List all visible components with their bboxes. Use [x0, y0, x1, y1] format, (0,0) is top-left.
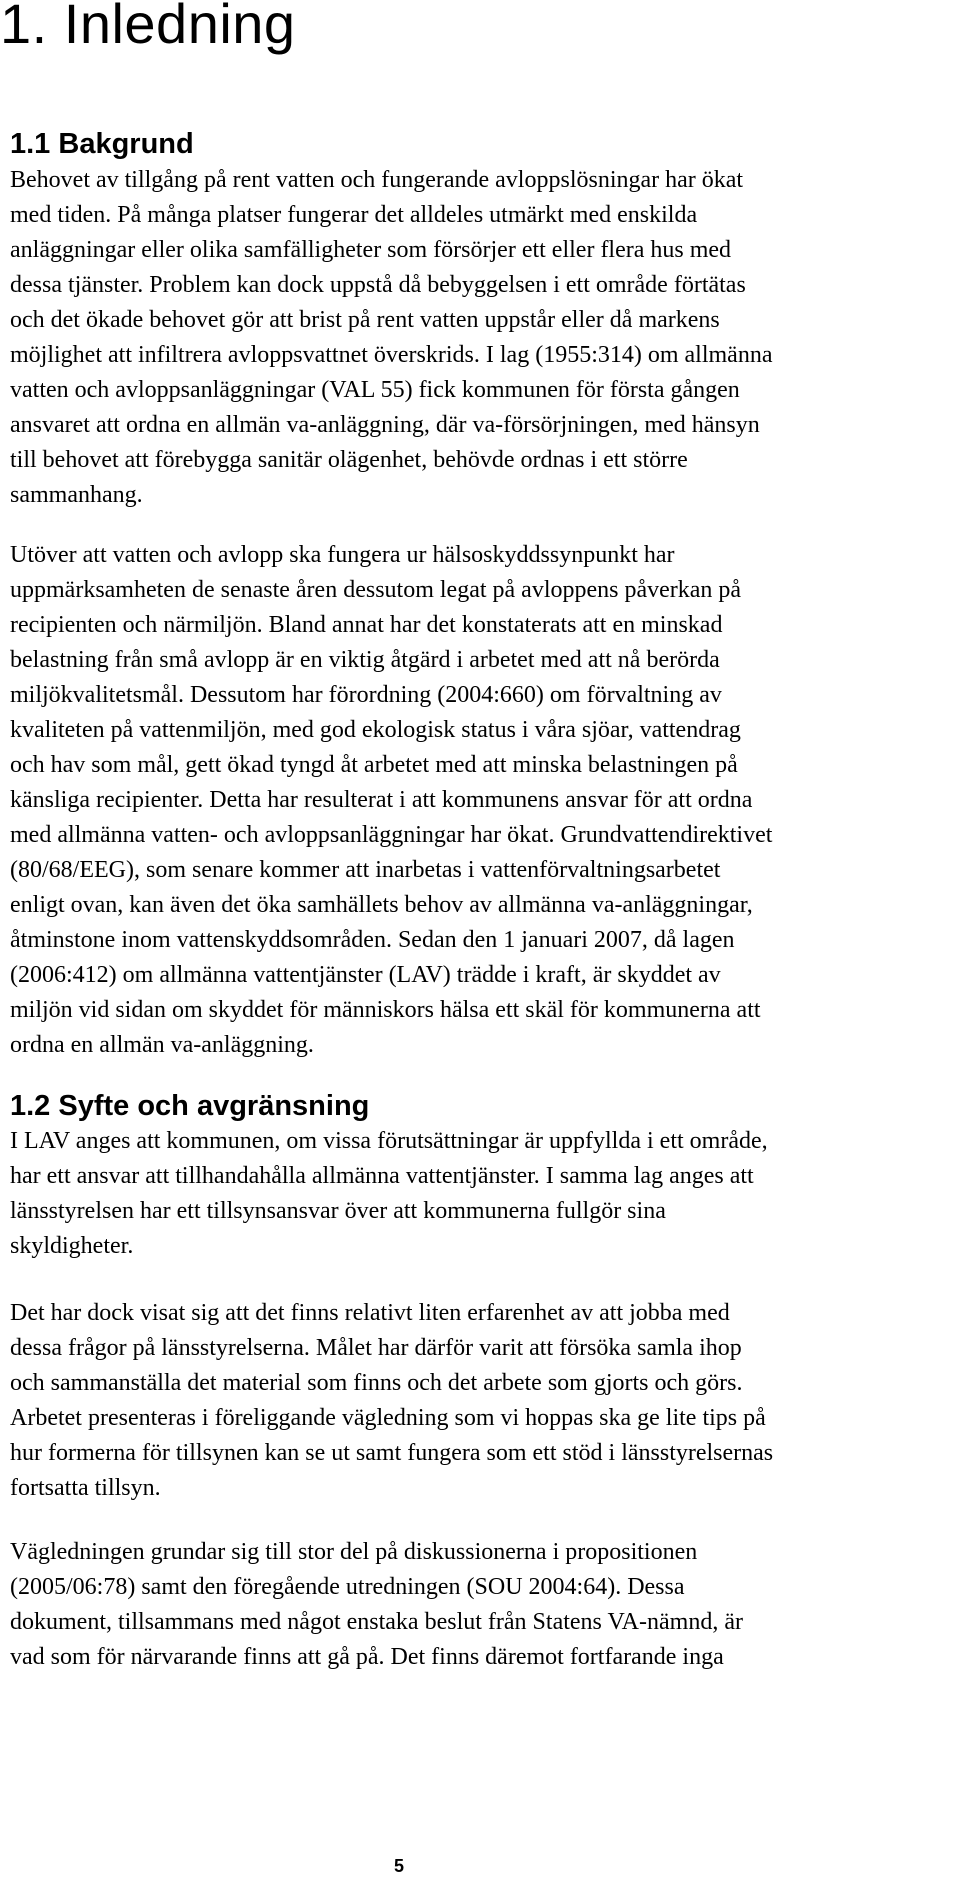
text-line: möjlighet att infiltrera avloppsvattnet överskrids. I lag (1955:314) om allmänna — [10, 342, 773, 368]
paragraph-bakgrund-1 — [10, 163, 772, 513]
text-line: miljön vid sidan om skyddet för människors hälsa ett skäl för kommunerna att — [10, 997, 761, 1023]
text-line: skyldigheter. — [10, 1233, 134, 1259]
text-line: och sammanställa det material som finns och det arbete som gjorts och görs. — [10, 1370, 743, 1396]
text-line: recipienten och närmiljön. Bland annat har det konstaterats att en minskad — [10, 612, 723, 638]
section-heading-syfte: 1.2 Syfte och avgränsning — [10, 1090, 370, 1122]
text-line: dokument, tillsammans med något enstaka beslut från Statens VA-nämnd, är — [10, 1609, 743, 1635]
text-line: sammanhang. — [10, 482, 143, 508]
section-heading-bakgrund: 1.1 Bakgrund — [10, 128, 194, 160]
text-line: vad som för närvarande finns att gå på. Det finns däremot fortfarande inga — [10, 1644, 724, 1670]
text-line: och hav som mål, gett ökad tyngd åt arbetet med att minska belastningen på — [10, 752, 738, 778]
text-line: dessa tjänster. Problem kan dock uppstå då bebyggelsen i ett område förtätas — [10, 272, 746, 298]
paragraph-syfte-3 — [10, 1535, 743, 1675]
chapter-title: 1. Inledning — [0, 0, 296, 55]
text-line: Behovet av tillgång på rent vatten och fungerande avloppslösningar har ökat — [10, 167, 744, 193]
text-line: I LAV anges att kommunen, om vissa förutsättningar är uppfyllda i ett område, — [10, 1128, 768, 1154]
text-line: kvaliteten på vattenmiljön, med god ekologisk status i våra sjöar, vattendrag — [10, 717, 741, 743]
text-line: (2005/06:78) samt den föregående utredningen (SOU 2004:64). Dessa — [10, 1574, 685, 1600]
text-line: (2006:412) om allmänna vattentjänster (LAV) trädde i kraft, är skyddet av — [10, 962, 721, 988]
text-line: och det ökade behovet gör att brist på rent vatten uppstår eller då markens — [10, 307, 720, 333]
text-line: fortsatta tillsyn. — [10, 1475, 161, 1501]
text-line: vatten och avloppsanläggningar (VAL 55) fick kommunen för första gången — [10, 377, 740, 403]
text-line: länsstyrelsen har ett tillsynsansvar över att kommunerna fullgör sina — [10, 1198, 666, 1224]
text-line: Vägledningen grundar sig till stor del på diskussionerna i propositionen — [10, 1539, 698, 1565]
text-line: enligt ovan, kan även det öka samhällets behov av allmänna va-anläggningar, — [10, 892, 753, 918]
text-line: känsliga recipienter. Detta har resulterat i att kommunens ansvar för att ordna — [10, 787, 753, 813]
paragraph-syfte-1 — [10, 1124, 768, 1264]
text-line: ordna en allmän va-anläggning. — [10, 1032, 314, 1058]
text-line: belastning från små avlopp är en viktig åtgärd i arbetet med att nå berörda — [10, 647, 720, 673]
text-line: dessa frågor på länsstyrelserna. Målet har därför varit att försöka samla ihop — [10, 1335, 742, 1361]
text-line: uppmärksamheten de senaste åren dessutom legat på avloppens påverkan på — [10, 577, 742, 603]
text-line: med tiden. På många platser fungerar det alldeles utmärkt med enskilda — [10, 202, 698, 228]
text-line: anläggningar eller olika samfälligheter som försörjer ett eller flera hus med — [10, 237, 732, 263]
text-line: Arbetet presenteras i föreliggande vägledning som vi hoppas ska ge lite tips på — [10, 1405, 766, 1431]
text-line: ansvaret att ordna en allmän va-anläggning, där va-försörjningen, med hänsyn — [10, 412, 760, 438]
text-line: åtminstone inom vattenskyddsområden. Sedan den 1 januari 2007, då lagen — [10, 927, 735, 953]
text-line: Det har dock visat sig att det finns relativt liten erfarenhet av att jobba med — [10, 1300, 730, 1326]
text-line: Utöver att vatten och avlopp ska fungera ur hälsoskyddssynpunkt har — [10, 542, 675, 568]
paragraph-bakgrund-2 — [10, 538, 772, 1063]
text-line: till behovet att förebygga sanitär olägenhet, behövde ordnas i ett större — [10, 447, 688, 473]
text-line: har ett ansvar att tillhandahålla allmänna vattentjänster. I samma lag anges att — [10, 1163, 754, 1189]
text-line: hur formerna för tillsynen kan se ut samt fungera som ett stöd i länsstyrelsernas — [10, 1440, 774, 1466]
page-number: 5 — [393, 1856, 404, 1876]
paragraph-syfte-2 — [10, 1296, 773, 1506]
text-line: (80/68/EEG), som senare kommer att inarbetas i vattenförvaltningsarbetet — [10, 857, 721, 883]
text-line: miljökvalitetsmål. Dessutom har förordning (2004:660) om förvaltning av — [10, 682, 722, 708]
text-line: med allmänna vatten- och avloppsanläggningar har ökat. Grundvattendirektivet — [10, 822, 773, 848]
